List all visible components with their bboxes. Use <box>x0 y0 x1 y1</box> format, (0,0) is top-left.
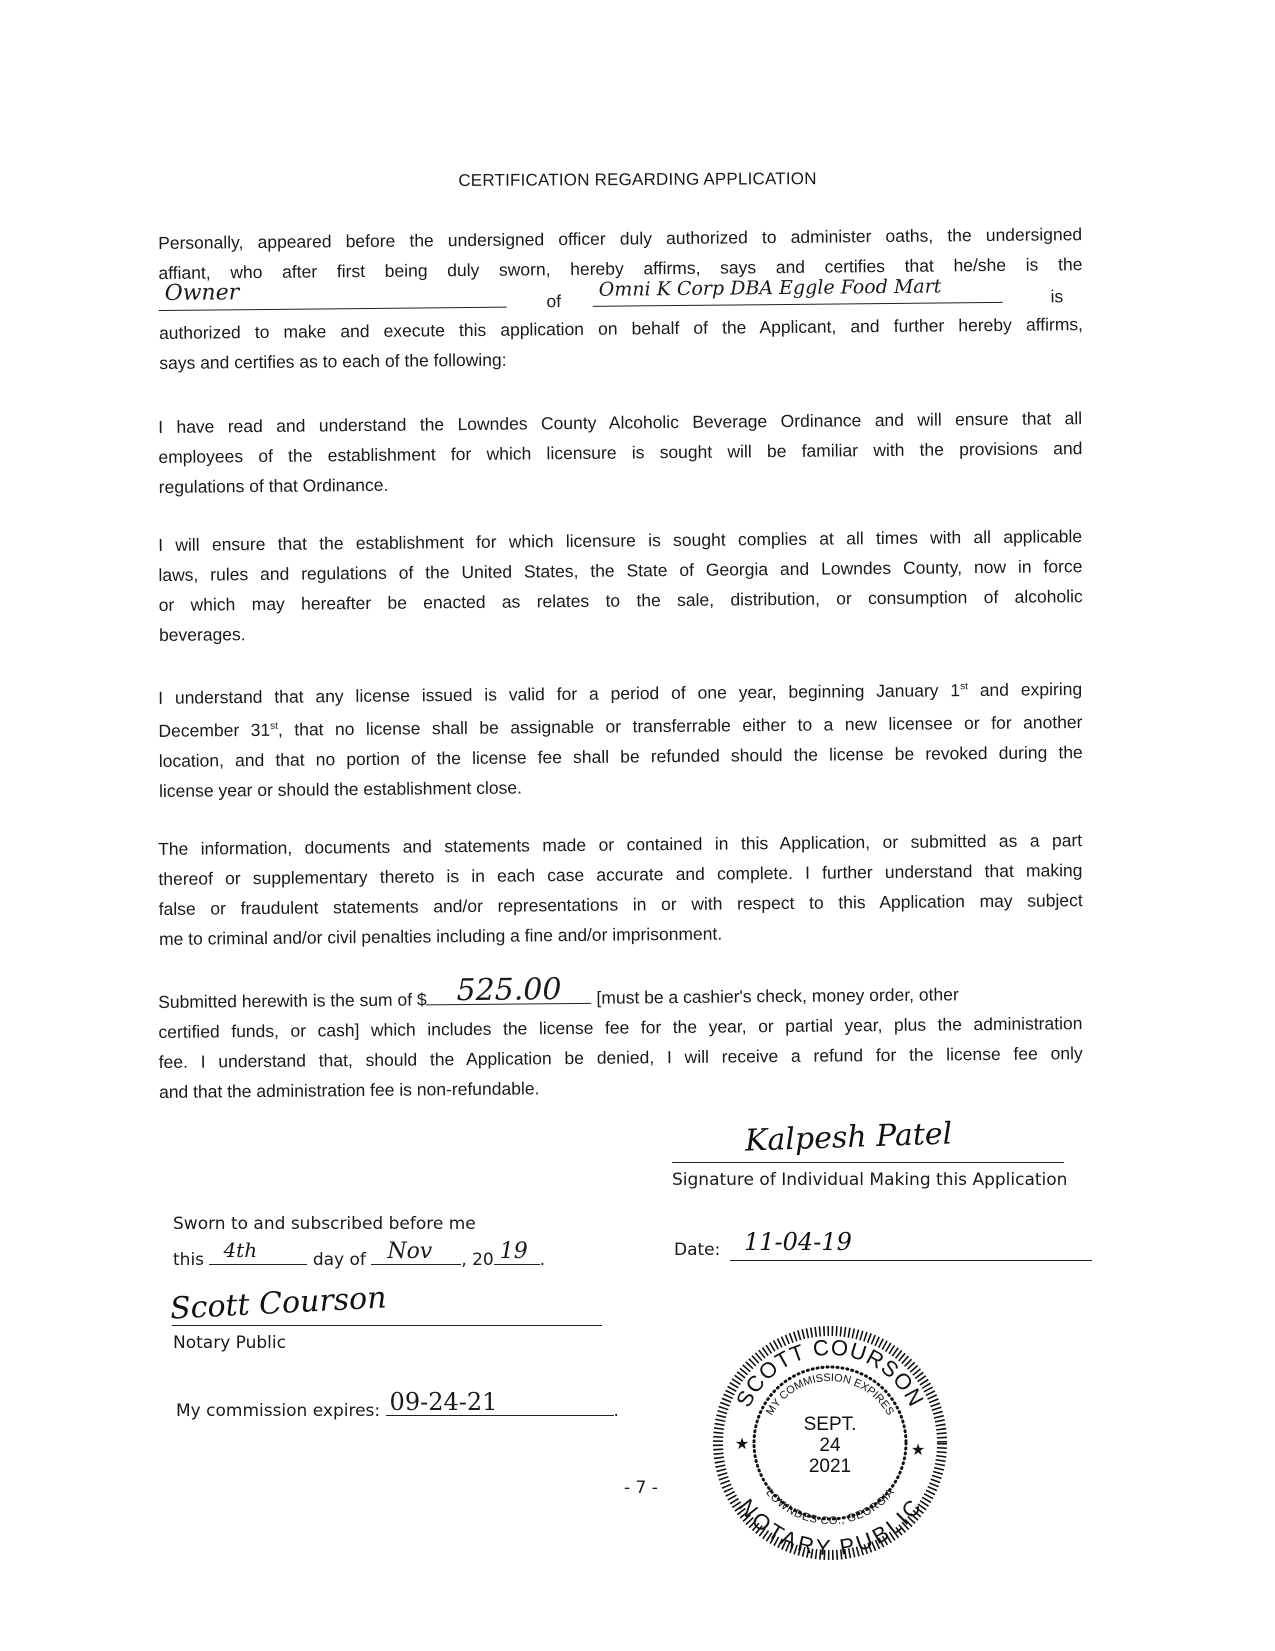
svg-text:SEPT.: SEPT. <box>803 1414 857 1435</box>
is-label: is <box>1050 286 1064 307</box>
notary-signature-line[interactable] <box>172 1325 602 1326</box>
sworn-month-field[interactable]: Nov <box>371 1244 461 1265</box>
svg-text:LOWNDES CO., GEORGIA: LOWNDES CO., GEORGIA <box>763 1486 897 1528</box>
information-line: The information, documents and statements made or contained in this Application, or submitted as a part <box>158 830 1083 859</box>
payment-line-4: and that the administration fee is non-refundable. <box>158 1078 540 1102</box>
sworn-date-line: this 4th day of Nov , 20 19 . <box>173 1238 546 1270</box>
intro-line-4: authorized to make and execute this application on behalf of the Applicant, and further hereby affirms, <box>158 314 1084 343</box>
document-title: CERTIFICATION REGARDING APPLICATION <box>458 169 817 190</box>
svg-text:SCOTT COURSON: SCOTT COURSON <box>730 1334 930 1412</box>
ordinance-line: employees of the establishment for which licensure is sought will be familiar with the provisions and <box>158 438 1083 467</box>
intro-line-1: Personally, appeared before the undersigned officer duly authorized to administer oaths, the undersigned <box>158 224 1083 253</box>
sworn-year-field[interactable]: 19 <box>494 1244 540 1265</box>
notary-signature: Scott Courson <box>169 1280 388 1327</box>
applicant-signature: Kalpesh Patel <box>744 1116 953 1159</box>
information-paragraph <box>158 825 1083 954</box>
information-line: thereof or supplementary thereto is in each case accurate and complete. I further understand that making <box>158 860 1083 889</box>
payment-amount-field[interactable] <box>426 972 591 1009</box>
svg-text:NOTARY PUBLIC: NOTARY PUBLIC <box>733 1494 927 1561</box>
svg-text:MY COMMISSION EXPIRES: MY COMMISSION EXPIRES <box>764 1371 897 1418</box>
signature-label: Signature of Individual Making this Application <box>672 1170 1068 1190</box>
payment-line-2: certified funds, or cash] which includes the license fee for the year, or partial year, plus the administration <box>158 1013 1083 1042</box>
notary-seal-icon <box>712 1325 948 1561</box>
compliance-paragraph <box>158 521 1083 650</box>
affiant-title-value: Owner <box>164 280 240 306</box>
page-number: - 7 - <box>624 1478 658 1498</box>
validity-line-4: license year or should the establishment close. <box>158 777 522 801</box>
company-field[interactable] <box>593 275 1003 307</box>
compliance-line: I will ensure that the establishment for which licensure is sought complies at all times with all applicable <box>158 526 1083 555</box>
svg-text:2021: 2021 <box>808 1456 852 1477</box>
validity-paragraph <box>158 671 1083 806</box>
applicant-signature-line[interactable] <box>672 1162 1064 1163</box>
validity-line-2: December 31st, that no license shall be assignable or transferrable either to a new licensee or for another <box>158 711 1083 741</box>
information-line: me to criminal and/or civil penalties including a fine and/or imprisonment. <box>158 923 723 949</box>
of-label: of <box>546 291 562 312</box>
svg-text:★: ★ <box>910 1442 926 1459</box>
ordinance-paragraph <box>158 403 1083 502</box>
information-line: false or fraudulent statements and/or representations in or with respect to this Application may subject <box>158 890 1083 919</box>
intro-line-2: affiant, who after first being duly sworn, hereby affirms, says and certifies that he/she is the <box>158 254 1083 283</box>
intro-paragraph <box>158 219 1083 378</box>
commission-line: My commission expires: 09-24-21 . <box>176 1388 619 1421</box>
intro-line-5: says and certifies as to each of the following: <box>159 349 507 373</box>
ordinance-line: I have read and understand the Lowndes County Alcoholic Beverage Ordinance and will ensure that all <box>158 408 1083 437</box>
compliance-line: beverages. <box>158 624 246 645</box>
svg-text:24: 24 <box>819 1435 841 1456</box>
date-value: 11-04-19 <box>744 1228 852 1256</box>
compliance-line: or which may hereafter be enacted as relates to the sale, distribution, or consumption of alcoholic <box>158 586 1083 615</box>
compliance-line: laws, rules and regulations of the United States, the State of Georgia and Lowndes County, now in force <box>158 556 1083 585</box>
sworn-line: Sworn to and subscribed before me <box>173 1214 476 1234</box>
notary-label: Notary Public <box>173 1333 286 1353</box>
payment-paragraph <box>158 972 1083 1107</box>
date-field[interactable] <box>730 1260 1092 1261</box>
sworn-day-field[interactable]: 4th <box>209 1244 307 1265</box>
svg-text:★: ★ <box>734 1436 750 1453</box>
commission-expiry-field[interactable]: 09-24-21 <box>386 1395 614 1416</box>
date-label: Date: <box>674 1240 721 1260</box>
payment-line-1: Submitted herewith is the sum of $ 525.00 [must be a cashier's check, money order, other <box>158 972 959 1012</box>
payment-line-3: fee. I understand that, should the Application be denied, I will receive a refund for the license fee only <box>158 1043 1083 1072</box>
validity-line-3: location, and that no portion of the license fee shall be refunded should the license be revoked during the <box>158 741 1083 771</box>
payment-amount-value: 525.00 <box>456 972 562 1009</box>
validity-line-1: I understand that any license issued is valid for a period of one year, beginning January 1st and expiring <box>158 678 1083 708</box>
affiant-title-field[interactable] <box>159 280 507 311</box>
ordinance-line: regulations of that Ordinance. <box>158 474 389 497</box>
company-value: Omni K Corp DBA Eggle Food Mart <box>598 275 942 301</box>
